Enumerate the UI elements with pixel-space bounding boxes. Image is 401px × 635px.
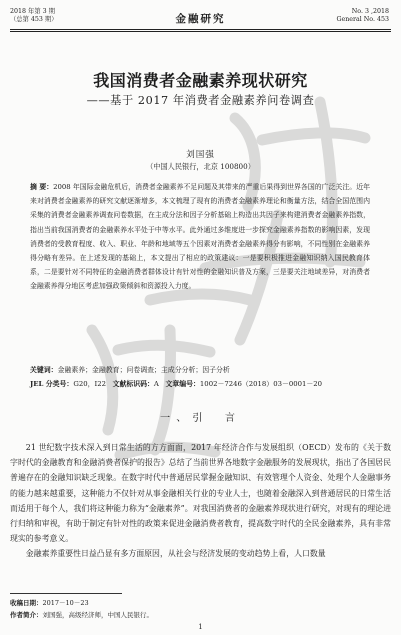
issue-total-english: General No. 453 bbox=[336, 16, 389, 23]
body-text bbox=[10, 440, 391, 562]
abstract-text: 2008 年国际金融危机后，消费者金融素养不足问题及其带来的严重后果得到世界各国的广泛关注。近年来对消费者金融素养的研究文献逐渐增多，本文梳理了现有的消费者金融素养理论和衡量方法，结合全国范围内采集的消费者金融素养调查问卷数据，在主成分法和因子分析基础上构造出共因子来构建消费者金融素养指数，指出当前我国消费者的金融素养水平处于中等水平。此外通过多维度进一步探究金融素养指数的影响因素，发现消费者的受教育程度、收入、职业、年龄和地域等五个因素对消费者金融素养得分有影响，不同性别在金融素养得分略有差异。在上述发现的基础上，本文提出了相应的政策建议：一是要积极推进金融知识纳入国民教育体系，二是要针对不同特征的金融消费者群体设计有针对性的金融知识普及方案，三是要关注地域差异，对消费者金融素养得分地区考虑加强政策倾斜和资源投入力度。 bbox=[30, 183, 370, 291]
jel-value: G20，I22 bbox=[73, 380, 106, 388]
abstract bbox=[30, 180, 370, 294]
article-number-value: 1002－7246（2018）03－0001－20 bbox=[199, 380, 323, 388]
article-number-label: 文章编号： bbox=[165, 380, 200, 388]
section-heading: 一、引 言 bbox=[160, 413, 241, 424]
paper-subtitle: ——基于 2017 年消费者金融素养问卷调查 bbox=[86, 94, 315, 107]
author-bio-label: 作者简介： bbox=[10, 611, 43, 619]
issue-info-english bbox=[336, 8, 389, 24]
classification-line bbox=[30, 378, 375, 390]
footnote-rule bbox=[10, 593, 122, 594]
jel-label: JEL 分类号： bbox=[30, 380, 74, 388]
abstract-label: 摘 要： bbox=[30, 183, 54, 191]
doc-code-label: 文献标识码： bbox=[112, 380, 154, 388]
received-date: 2017－10－23 bbox=[42, 599, 89, 607]
issue-total: （总第 453 期） bbox=[10, 16, 58, 23]
doc-code-value: A bbox=[153, 380, 159, 388]
journal-name: 金融研究 bbox=[175, 13, 226, 25]
body-paragraph: 金融素养重要性日益凸显有多方面原因，从社会与经济发展的变动趋势上看，人口数量 bbox=[25, 549, 326, 559]
keywords bbox=[30, 364, 375, 376]
keywords-label: 关键词： bbox=[30, 366, 58, 374]
footnote-author bbox=[10, 611, 153, 620]
header-rule-thin bbox=[10, 31, 391, 32]
page-number: 1 bbox=[198, 623, 203, 631]
footnote-received bbox=[10, 599, 89, 608]
author-name: 刘国强 bbox=[186, 150, 215, 160]
issue-number-english: No. 3 ,2018 bbox=[351, 8, 389, 15]
header-rule bbox=[10, 29, 391, 30]
received-label: 收稿日期： bbox=[10, 599, 43, 607]
author-affiliation: （中国人民银行，北京 100800） bbox=[146, 162, 255, 171]
paper-title: 我国消费者金融素养现状研究 bbox=[93, 71, 308, 90]
author-bio: 刘国强，高级经济师，中国人民银行。 bbox=[42, 611, 153, 619]
keywords-text: 金融素养；金融教育；问卷调查；主成分分析；因子分析 bbox=[57, 366, 230, 374]
body-paragraph: 21 世纪数字技术深入到日常生活的方方面面，2017 年经济合作与发展组织（OECD）发布的《关于数字时代的金融教育和金融消费者保护的报告》总结了当前世界各地数字金融服务的发展现状，指出了各国居民普遍存在的金融知识缺乏现象。在数字时代中普通居民掌握金融知识、有效管理个人资金、处理个人金融事务的能力越来越重要，这种能力不仅针对从事金融相关行业的专业人士，也随着金融深入到普通居民的日常生活而适用于每个人，我们将这种能力称为“金融素养”。对我国消费者的金融素养现状进行研究，对现有的理论进行归纳和审视，有助于制定有针对性的政策来促进金融消费者教育，提高数字时代的全民金融素养，具有非常现实的参考意义。 bbox=[10, 443, 391, 544]
issue-number: 2018 年第 3 期 bbox=[10, 8, 55, 15]
